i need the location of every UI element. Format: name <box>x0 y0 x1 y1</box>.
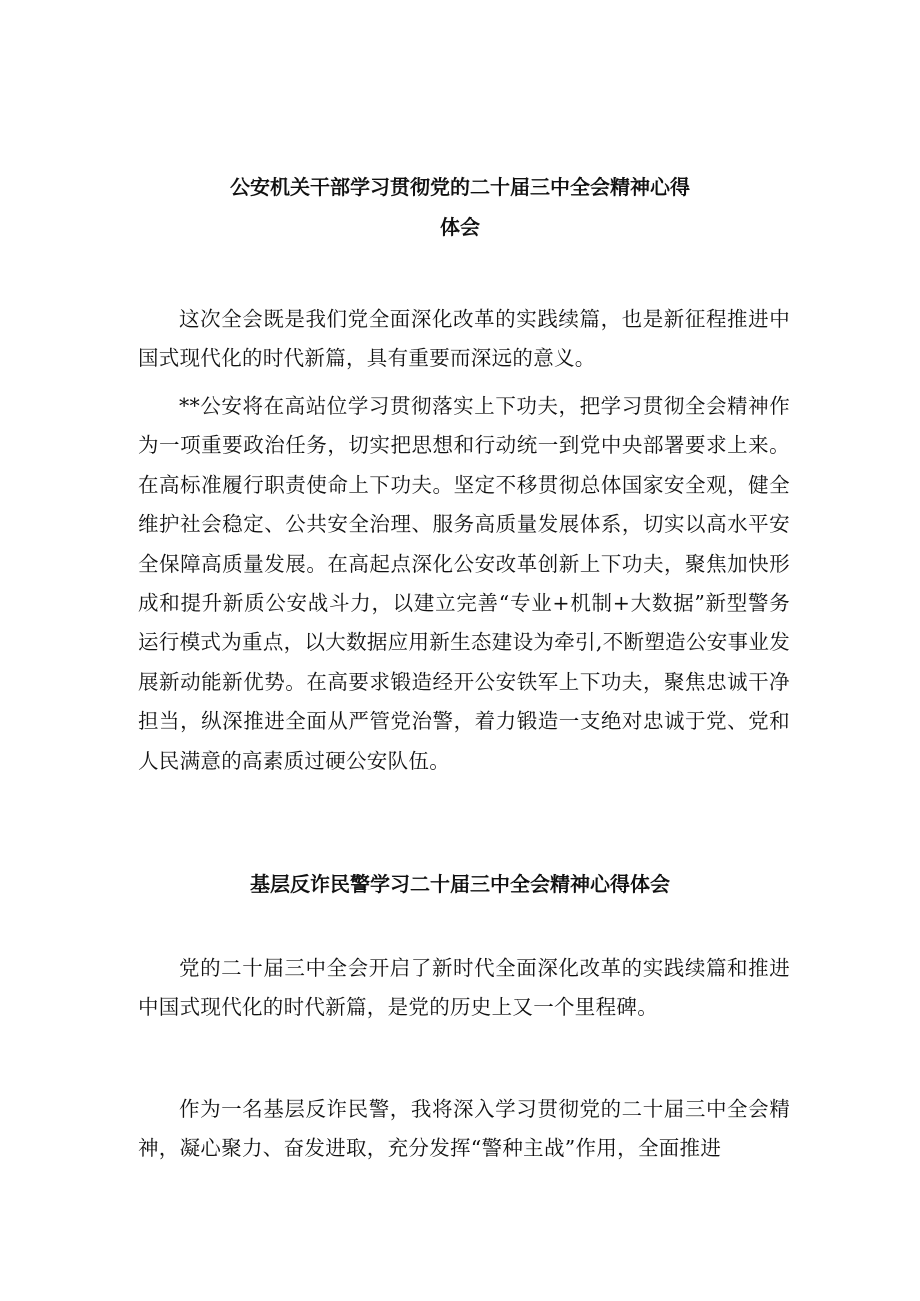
section2-paragraph-1: 党的二十届三中全会开启了新时代全面深化改革的实践续篇和推进中国式现代化的时代新篇，是党的历史上又一个里程碑。 <box>138 956 790 1020</box>
section2-paragraph-2: 作为一名基层反诈民警，我将深入学习贯彻党的二十届三中全会精神，凝心聚力、奋发进取，充分发挥“警种主战”作用，全面推进 <box>138 1097 790 1161</box>
section2-title: 基层反诈民警学习二十届三中全会精神心得体会 <box>250 872 670 896</box>
section1-title-line1: 公安机关干部学习贯彻党的二十届三中全会精神心得 <box>230 175 690 199</box>
section1-paragraph-2: **公安将在高站位学习贯彻落实上下功夫，把学习贯彻全会精神作为一项重要政治任务，切实把思想和行动统一到党中央部署要求上来。在高标准履行职责使命上下功夫。坚定不移贯彻总体国家安全观，健全维护社会稳定、公共安全治理、服务高质量发展体系，切实以高水平安全保障高质量发展。在高起点深化公安改革创新上下功夫，聚焦加快形成和提升新质公安战斗力，以建立完善“专业+机制+大数据”新型警务运行模式为重点，以大数据应用新生态建设为牵引,不断塑造公安事业发展新动能新优势。在高要求锻造经开公安铁军上下功夫，聚焦忠诚干净担当，纵深推进全面从严管党治警，着力锻造一支绝对忠诚于党、党和人民满意的高素质过硬公安队伍。 <box>138 394 790 773</box>
section1-paragraph-1: 这次全会既是我们党全面深化改革的实践续篇，也是新征程推进中国式现代化的时代新篇，具有重要而深远的意义。 <box>138 307 790 371</box>
section1-title-line2: 体会 <box>440 215 480 239</box>
